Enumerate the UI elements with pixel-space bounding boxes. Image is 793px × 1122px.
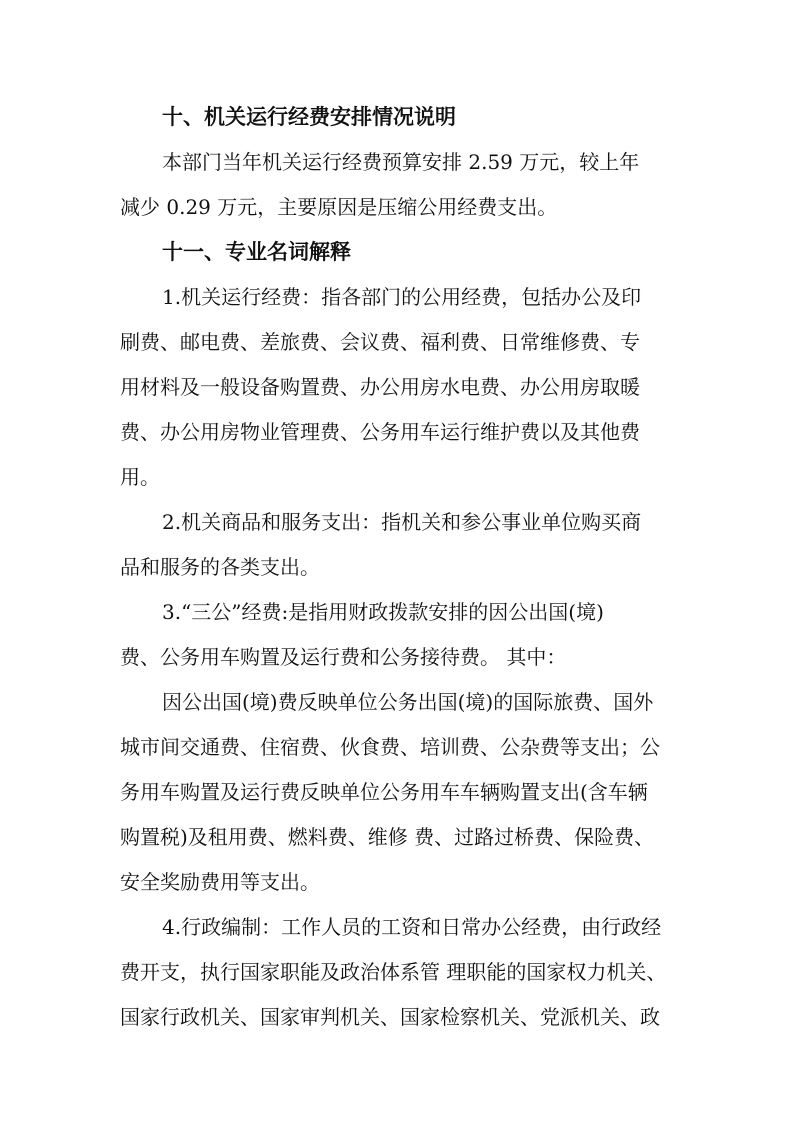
paragraph-term-3-detail: [120, 680, 668, 905]
paragraph-term-3: [120, 590, 668, 680]
text-line: 3.“三公”经费:是指用财政拨款安排的因公出国(境): [162, 600, 604, 624]
text-line: 因公出国(境)费反映单位公务出国(境)的国际旅费、国外: [162, 690, 654, 714]
text-line: 减少 0.29 万元，主要原因是压缩公用经费支出。: [120, 195, 558, 219]
text-line: 用。: [120, 465, 160, 489]
text-line: 国家行政机关、国家审判机关、国家检察机关、党派机关、政: [120, 1005, 660, 1029]
text-line: 安全奖励费用等支出。: [120, 870, 320, 894]
paragraph-operating-budget: [120, 140, 668, 230]
text-line: 1.机关运行经费：指各部门的公用经费，包括办公及印: [162, 285, 642, 309]
text-line: 费开支，执行国家职能及政治体系管 理职能的国家权力机关、: [120, 960, 667, 984]
text-line: 费、办公用房物业管理费、公务用车运行维护费以及其他费: [120, 420, 640, 444]
text-line: 购置税)及租用费、燃料费、维修 费、过路过桥费、保险费、: [120, 825, 655, 849]
text-line: 4.行政编制：工作人员的工资和日常办公经费，由行政经: [162, 915, 662, 939]
paragraph-term-1: [120, 275, 668, 500]
paragraph-term-4: [120, 905, 668, 1040]
paragraph-term-2: [120, 500, 668, 590]
text-line: 本部门当年机关运行经费预算安排 2.59 万元，较上年: [162, 150, 640, 174]
section-heading-11: 十一、专业名词解释: [162, 240, 351, 264]
text-line: 品和服务的各类支出。: [120, 555, 320, 579]
text-line: 城市间交通费、住宿费、伙食费、培训费、公杂费等支出；公: [120, 735, 660, 759]
text-line: 刷费、邮电费、差旅费、会议费、福利费、日常维修费、专: [120, 330, 640, 354]
text-line: 务用车购置及运行费反映单位公务用车车辆购置支出(含车辆: [120, 780, 648, 804]
text-line: 费、公务用车购置及运行费和公务接待费。 其中：: [120, 645, 567, 669]
document-page: [120, 95, 668, 1040]
text-line: 用材料及一般设备购置费、办公用房水电费、办公用房取暖: [120, 375, 640, 399]
text-line: 2.机关商品和服务支出：指机关和参公事业单位购买商: [162, 510, 642, 534]
section-heading-10: 十、机关运行经费安排情况说明: [162, 105, 456, 129]
